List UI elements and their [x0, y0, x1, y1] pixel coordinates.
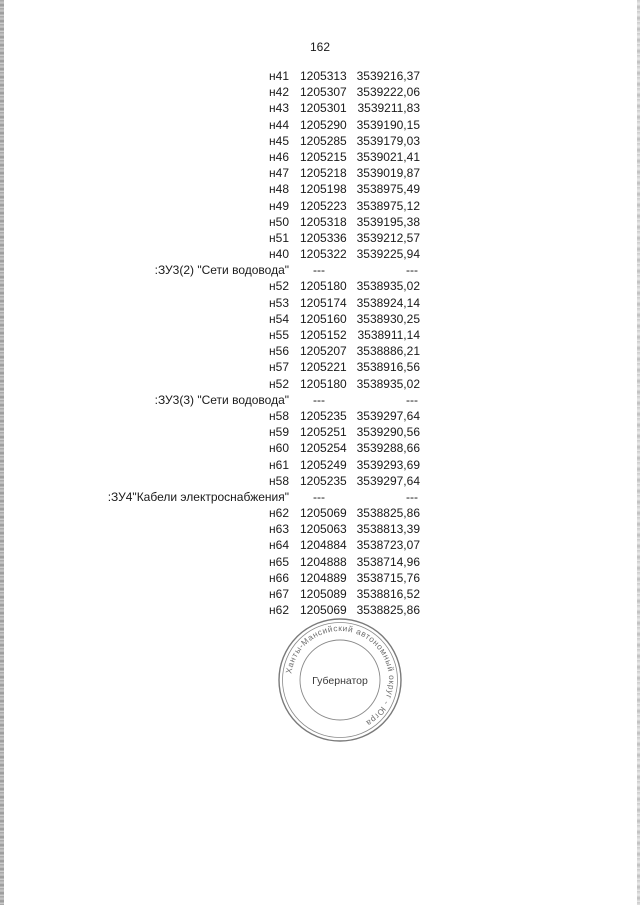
- point-name: н41: [269, 69, 289, 83]
- coord-y: 3539293,69: [356, 457, 420, 472]
- table-row: [0, 327, 640, 343]
- point-name: н50: [269, 214, 289, 229]
- coord-y: 3539021,41: [356, 149, 420, 164]
- table-row: [0, 505, 640, 521]
- coord-y: 3538714,96: [356, 554, 420, 569]
- point-name: н53: [269, 295, 289, 310]
- coord-y: 3538886,21: [356, 344, 420, 359]
- coord-y: ---: [406, 392, 418, 407]
- coord-y: 3539225,94: [356, 247, 420, 262]
- coord-x: ---: [313, 489, 325, 504]
- point-name: н67: [269, 587, 289, 601]
- coordinates-table: [0, 68, 640, 618]
- table-row: [0, 473, 640, 489]
- table-row: [0, 84, 640, 100]
- coord-y: 3538715,76: [356, 570, 420, 585]
- table-row: [0, 181, 640, 197]
- coord-x: 1205322: [300, 247, 347, 262]
- table-row: [0, 521, 640, 537]
- coord-x: 1205198: [300, 182, 347, 197]
- coord-x: ---: [313, 392, 325, 407]
- point-name: н45: [269, 133, 289, 148]
- table-row: [0, 376, 640, 392]
- seal-center-text: Губернатор: [312, 675, 368, 687]
- coord-x: 1205318: [300, 214, 347, 229]
- coord-x: 1205218: [300, 166, 347, 181]
- point-name: н46: [269, 149, 289, 164]
- coord-y: 3539288,66: [356, 441, 420, 456]
- coord-y: 3539179,03: [356, 133, 420, 148]
- seal-ring-text: Ханты-Мансийский автономный округ - Югра: [283, 622, 398, 729]
- table-row: [0, 570, 640, 586]
- coord-x: 1205221: [300, 360, 347, 375]
- coord-y: 3538825,86: [356, 506, 420, 521]
- coord-x: 1205089: [300, 587, 347, 601]
- coord-y: 3539211,83: [357, 101, 420, 116]
- table-row: [0, 117, 640, 133]
- coord-x: 1205069: [300, 506, 347, 521]
- coord-x: 1205313: [300, 69, 347, 83]
- coord-y: 3538723,07: [356, 538, 420, 553]
- section-header-row: [0, 262, 640, 278]
- section-header-row: [0, 489, 640, 505]
- coord-x: 1205235: [300, 473, 347, 488]
- coord-x: ---: [313, 263, 325, 278]
- coord-x: 1205215: [300, 149, 347, 164]
- coord-y: 3538935,02: [356, 279, 420, 294]
- coord-x: 1205307: [300, 85, 347, 100]
- coord-y: 3539190,15: [356, 117, 420, 132]
- point-name: н60: [269, 441, 289, 456]
- coord-y: 3539216,37: [356, 69, 420, 83]
- coord-y: 3539019,87: [356, 166, 420, 181]
- point-name: н52: [269, 279, 289, 294]
- coord-y: 3538930,25: [356, 311, 420, 326]
- point-name: н58: [269, 473, 289, 488]
- coord-y: 3539290,56: [356, 425, 420, 440]
- table-row: [0, 68, 640, 84]
- coord-y: 3539195,38: [356, 214, 420, 229]
- coord-y: 3538975,12: [356, 198, 420, 213]
- coord-y: 3539212,57: [356, 230, 420, 245]
- coord-x: 1205174: [300, 295, 347, 310]
- table-row: [0, 198, 640, 214]
- point-name: н61: [269, 457, 289, 472]
- point-name: н44: [269, 117, 289, 132]
- point-name: н47: [269, 166, 289, 181]
- table-row: [0, 295, 640, 311]
- coord-y: 3538935,02: [356, 376, 420, 391]
- point-name: н65: [269, 554, 289, 569]
- coord-y: 3538975,49: [356, 182, 420, 197]
- coord-x: 1205207: [300, 344, 347, 359]
- point-name: н52: [269, 376, 289, 391]
- section-title: :ЗУ3(2) "Сети водовода": [154, 263, 289, 278]
- governor-seal: [277, 617, 403, 743]
- section-title: :ЗУ3(3) "Сети водовода": [154, 392, 289, 407]
- table-row: [0, 586, 640, 602]
- point-name: н64: [269, 538, 289, 553]
- point-name: н49: [269, 198, 289, 213]
- point-name: н62: [269, 506, 289, 521]
- coord-y: 3538813,39: [356, 522, 420, 537]
- coord-x: 1205251: [300, 425, 347, 440]
- table-row: [0, 149, 640, 165]
- section-title: :ЗУ4"Кабели электроснабжения": [107, 489, 289, 504]
- coord-x: 1205223: [300, 198, 347, 213]
- section-header-row: [0, 392, 640, 408]
- point-name: н63: [269, 522, 289, 537]
- coord-x: 1205290: [300, 117, 347, 132]
- coord-y: 3538816,52: [356, 587, 420, 601]
- coord-x: 1205180: [300, 376, 347, 391]
- coord-x: 1205180: [300, 279, 347, 294]
- coord-y: 3539222,06: [356, 85, 420, 100]
- table-row: [0, 554, 640, 570]
- coord-x: 1204884: [300, 538, 347, 553]
- table-row: [0, 424, 640, 440]
- table-row: [0, 602, 640, 618]
- table-row: [0, 537, 640, 553]
- point-name: н48: [269, 182, 289, 197]
- table-row: [0, 440, 640, 456]
- table-row: [0, 165, 640, 181]
- table-row: [0, 359, 640, 375]
- table-row: [0, 457, 640, 473]
- point-name: н42: [269, 85, 289, 100]
- coord-x: 1205063: [300, 522, 347, 537]
- coord-x: 1205235: [300, 408, 347, 423]
- table-row: [0, 133, 640, 149]
- table-row: [0, 230, 640, 246]
- coord-x: 1205336: [300, 230, 347, 245]
- point-name: н40: [269, 247, 289, 262]
- point-name: н55: [269, 328, 289, 342]
- table-row: [0, 100, 640, 116]
- point-name: н56: [269, 344, 289, 359]
- table-row: [0, 343, 640, 359]
- coord-x: 1205285: [300, 133, 347, 148]
- table-row: [0, 246, 640, 262]
- coord-y: 3539297,64: [356, 408, 420, 423]
- point-name: н58: [269, 408, 289, 423]
- point-name: н66: [269, 570, 289, 585]
- coord-x: 1204888: [300, 554, 347, 569]
- table-row: [0, 278, 640, 294]
- table-row: [0, 214, 640, 230]
- coord-y: 3538911,14: [357, 328, 420, 342]
- coord-x: 1205069: [300, 603, 347, 618]
- coord-y: 3538924,14: [356, 295, 420, 310]
- table-row: [0, 408, 640, 424]
- coord-x: 1205301: [300, 101, 347, 116]
- point-name: н59: [269, 425, 289, 440]
- coord-y: 3538916,56: [356, 360, 420, 375]
- coord-x: 1205249: [300, 457, 347, 472]
- point-name: н51: [269, 230, 289, 245]
- coord-x: 1204889: [300, 570, 347, 585]
- point-name: н57: [269, 360, 289, 375]
- page-number: 162: [309, 40, 331, 54]
- coord-y: 3539297,64: [356, 473, 420, 488]
- table-row: [0, 311, 640, 327]
- coord-x: 1205160: [300, 311, 347, 326]
- point-name: н43: [269, 101, 289, 116]
- coord-y: 3538825,86: [356, 603, 420, 618]
- point-name: н62: [269, 603, 289, 618]
- coord-x: 1205254: [300, 441, 347, 456]
- coord-y: ---: [406, 489, 418, 504]
- coord-x: 1205152: [300, 328, 347, 342]
- point-name: н54: [269, 311, 289, 326]
- coord-y: ---: [406, 263, 418, 278]
